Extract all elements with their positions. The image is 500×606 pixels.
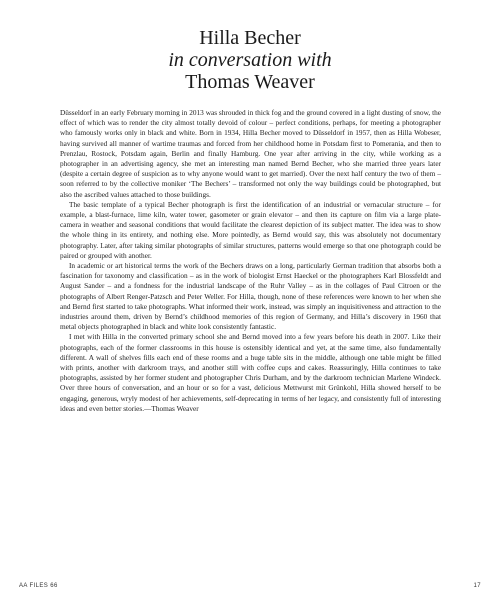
page-number: 17 [473,583,481,589]
subject-name: Hilla Becher [199,27,301,49]
journal-name: AA FILES 66 [19,583,58,589]
paragraph-4: I met with Hilla in the converted primary school she and Bernd moved into a few years before his death in 2007. Like their photographs, each of the former classrooms in this house is ostensibly identical and yet, at the same time, also fundamentally different. A wall of shelves fills each end of these rooms and a huge table sits in the middle, although one table might be filled with prints, another with darkroom trays, and another still with coffee cups and cakes. Reassuringly, Hilla continues to take photographs, assisted by her former student and photographer Chris Durham, and by the darkroom technician Marlene Windeck. Over three hours of conversation, and an hour or so for a vast, delicious Mettwurst mit Grünkohl, Hilla showed herself to be engaging, generous, wryly modest of her achievements, self-deprecating in terms of her legacy, and consistently full of interesting ideas and even better stories.—Thomas Weaver [60,332,441,413]
paragraph-3: In academic or art historical terms the work of the Bechers draws on a long, particularly German tradition that absorbs both a fascination for taxonomy and classification – as in the work of biologist Ernst Haeckel or the photographers Karl Blossfeldt and August Sander – and a fondness for the industrial landscape of the Ruhr Valley – as in the collages of Paul Citroen or the photographs of Albert Renger-Patzsch and Peter Weller. For Hilla, though, none of these references were known to her when she and Bernd first started to take photographs. What informed their work, instead, was simply an inquisitiveness and attraction to the industries around them, driven by Bernd’s childhood memories of this region of Germany, and Hilla’s discovery in 1960 that metal objects photographed in black and white look consistently fantastic. [60,261,441,332]
article-title-block [0,27,500,93]
article-body [60,108,441,414]
paragraph-1: Düsseldorf in an early February morning in 2013 was shrouded in thick fog and the ground covered in a light dusting of snow, the effect of which was to render the city almost totally devoid of colour – perfect conditions, perhaps, for meeting a photographer who famously works only in black and white. Born in 1934, Hilla Becher moved to Düsseldorf in 1957, then as Hilla Wobeser, having survived all manner of wartime traumas and forced from her childhood home in Potsdam first to Pomerania, and then to Prenzlau, Rostock, Potsdam again, Berlin and finally Hamburg. One year after arriving in the city, while working as a photographer in an advertising agency, she met an interesting man named Bernd Becher, who she married three years later (despite a certain degree of suspicion as to why anyone would want to get married). Over the next half century the two of them – soon referred to by the collective moniker ‘The Bechers’ – transformed not only the way buildings could be photographed, but also the ascribed values attached to those buildings. [60,108,441,199]
interviewer-name: Thomas Weaver [185,71,315,93]
title-connector: in conversation with [168,49,332,71]
paragraph-2: The basic template of a typical Becher photograph is first the identification of an industrial or vernacular structure – for example, a blast-furnace, lime kiln, water tower, gasometer or grain elevator – and then its capture on film via a large plate-camera in weather and seasonal conditions that would facilitate the clearest depiction of its subject matter. The idea was to show the whole thing in its entirety, and nothing else. More pointedly, as Bernd would say, this was absolutely not documentary photography. Later, after taking similar photographs of similar structures, patterns would emerge so that one photograph could be paired or grouped with another. [60,199,441,260]
